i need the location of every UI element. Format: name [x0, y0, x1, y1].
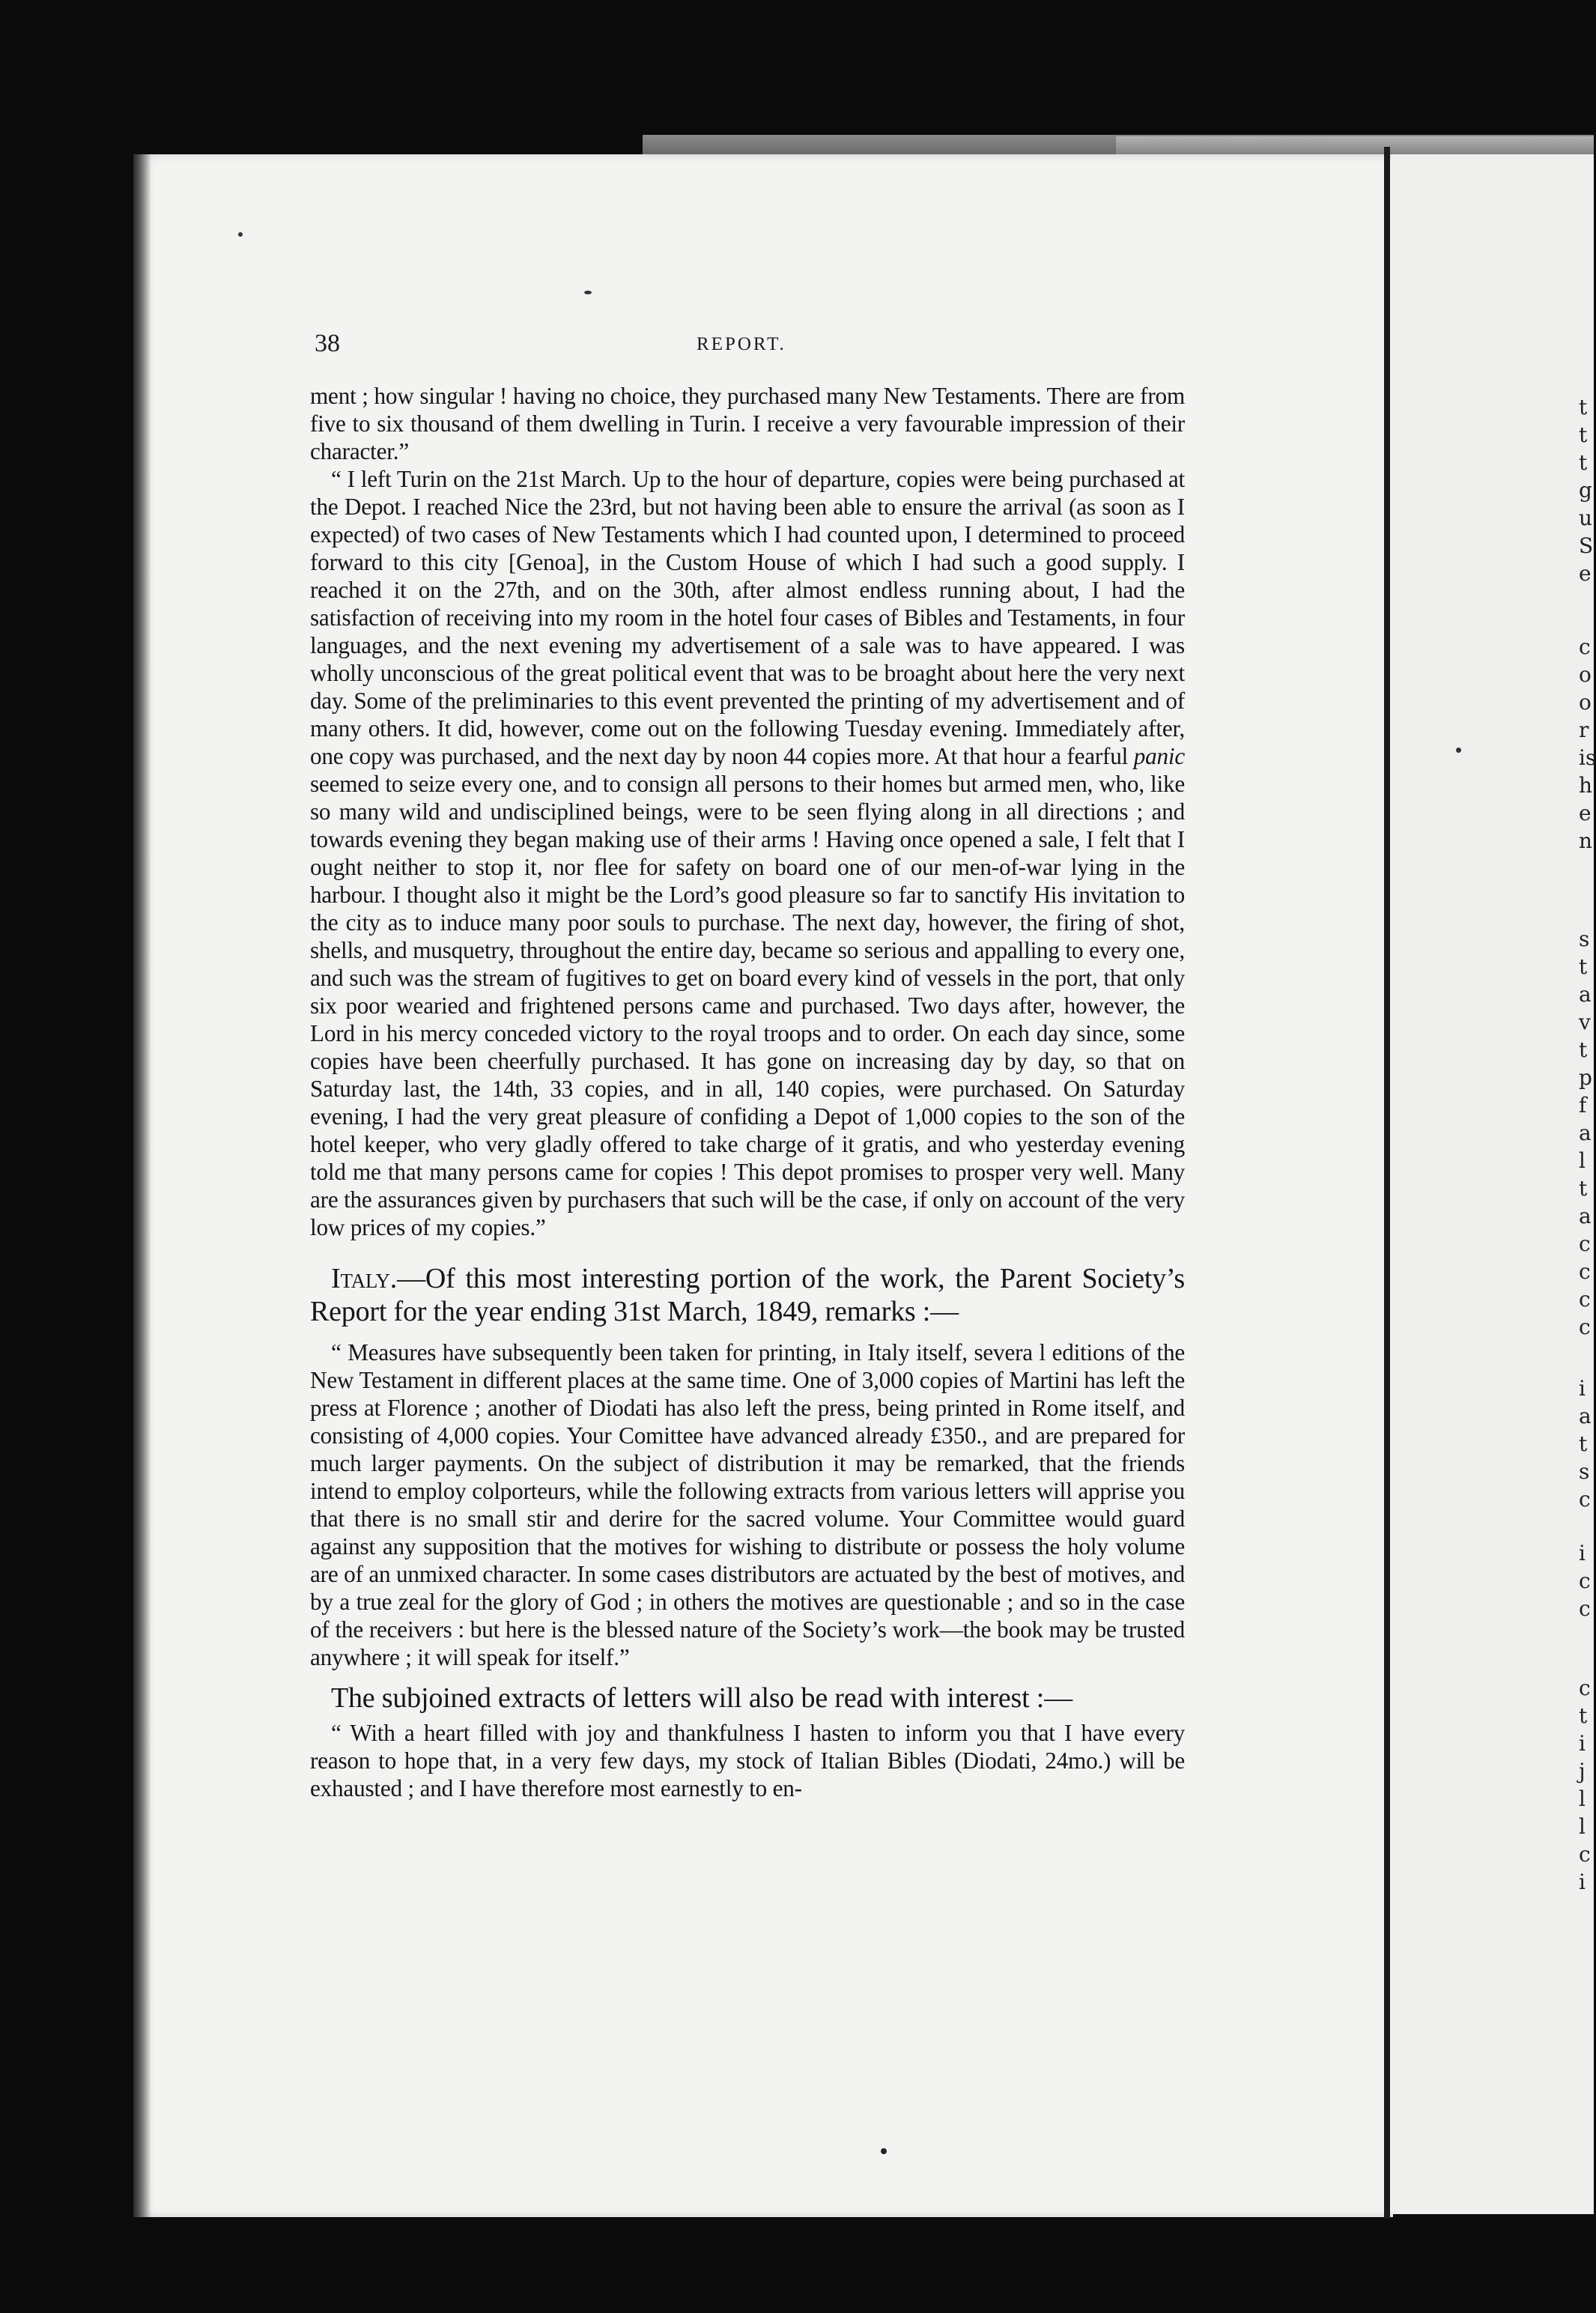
- section-heading-italy: [310, 1262, 1185, 1328]
- paragraph-letter-extract: “ With a heart filled with joy and thankfulness I hasten to inform you that I have every reason to hope that, in a very few days, my stock of Italian Bibles (Diodati, 24mo.) will be exhausted ; and I have therefore most earnestly to en-: [310, 1720, 1185, 1801]
- page-header: [315, 330, 1183, 363]
- paragraph-text: “ I left Turin on the 21st March. Up to the hour of departure, copies were being purchased at the Depot. I reached Nice the 23rd, but not having been able to ensure the arrival (as soon as I expected) of two cases of New Testaments which I had counted upon, I determined to proceed forward to this city [Genoa], in the Custom House of which I had such a good supply. I reached it on the 27th, and on the 30th, after almost endless running about, I had the satisfaction of receiving into my room in the hotel four cases of Bibles and Testaments, in four languages, and the next evening my advertisement of a sale was to have appeared. I was wholly unconscious of the great political event that was to be broaght about here the very next day. Some of the preliminaries to this event prevented the printing of my advertisement and of many others. It did, however, come out on the following Tuesday evening. Immediately after, one copy was purchased, and the next day by noon 44 copies more. At that hour a fearful: [310, 466, 1185, 769]
- right-page-letter-fragment: c: [1579, 1487, 1591, 1512]
- right-page-letter-fragment: h: [1579, 773, 1593, 798]
- right-page-letter-fragment: f: [1579, 1093, 1587, 1118]
- emphasis-text: panic: [1133, 743, 1185, 769]
- right-page-letter-fragment: c: [1579, 1596, 1591, 1621]
- right-page-letter-fragment: a: [1579, 982, 1592, 1007]
- right-page-letter-fragment: g: [1579, 478, 1592, 503]
- right-page-letter-fragment: c: [1579, 1287, 1591, 1312]
- right-page-letter-fragment: e: [1579, 561, 1592, 586]
- running-head: REPORT.: [697, 334, 786, 354]
- right-page-letter-fragment: t: [1579, 450, 1588, 475]
- right-page-letter-fragment: l: [1579, 1148, 1586, 1173]
- right-page-letter-fragment: e: [1579, 801, 1592, 825]
- paragraph-text: seemed to seize every one, and to consign all persons to their homes but armed men, who, like so many wild and undisciplined beings, were to be seen flying along in all directions ; and towards evening they began making use of their arms ! Having once opened a sale, I felt that I ought neither to stop it, nor flee for safety on board one of our men-of-war lying in the harbour. I thought also it might be the Lord’s good pleasure so far to sanctify His invitation to the city as to induce many poor souls to purchase. The next day, however, the firing of shot, shells, and musquetry, throughout the entire day, became so serious and appalling to every one, and such was the stream of fugitives to get on board every kind of vessels in the port, that only six poor wearied and frightened persons came and purchased. Two days after, however, the Lord in his mercy conceded victory to the royal troops and to order. On each day since, some copies have been cheerfully purchased. It has gone on increasing day by day, so that on Saturday last, the 14th, 33 copies, and in all, 140 copies, were purchased. On Saturday evening, I had the very great pleasure of confiding a Depot of 1,000 copies to the son of the hotel keeper, who very gladly offered to take charge of it gratis, and who yesterday evening told me that many persons came for copies ! This depot promises to prosper very well. Many are the assurances given by purchasers that such will be the case, if only on account of the very low prices of my copies.”: [310, 771, 1185, 1240]
- section-label: Italy.: [331, 1263, 398, 1294]
- right-page-letter-fragment: l: [1579, 1786, 1586, 1811]
- right-page-letter-fragment: S: [1579, 533, 1594, 558]
- right-page-letter-fragment: i: [1579, 1541, 1586, 1565]
- right-page-letter-fragment: i: [1579, 1870, 1586, 1894]
- right-page-letter-fragment: v: [1579, 1010, 1591, 1034]
- right-page-letter-fragment: c: [1579, 1568, 1591, 1593]
- right-page-letter-fragment: is: [1579, 745, 1596, 770]
- book-gutter: [1384, 147, 1390, 2219]
- right-page-letter-fragment: a: [1579, 1204, 1592, 1228]
- right-page-letter-fragment: i: [1579, 1376, 1586, 1401]
- right-page-letter-fragment: c: [1579, 1676, 1591, 1700]
- right-page-letter-fragment: l: [1579, 1814, 1586, 1839]
- right-page-letter-fragment: c: [1579, 1315, 1591, 1339]
- right-page-letter-fragment: c: [1579, 1259, 1591, 1284]
- right-page-letter-fragment: s: [1579, 1459, 1590, 1484]
- right-page-letter-fragment: n: [1579, 828, 1593, 853]
- right-page-letter-fragment: t: [1579, 1176, 1588, 1201]
- right-page-letter-fragment: s: [1579, 927, 1590, 951]
- dust-speck: [238, 232, 243, 237]
- right-page-letter-fragment: i: [1579, 1731, 1586, 1756]
- right-page-letter-fragment: a: [1579, 1121, 1592, 1145]
- right-page-letter-fragment: t: [1579, 1703, 1588, 1728]
- right-page-letter-fragment: u: [1579, 506, 1593, 530]
- back-page-edge-highlight: [1116, 136, 1594, 156]
- right-page-letter-fragment: t: [1579, 1037, 1588, 1062]
- right-page-letter-fragment: r: [1579, 718, 1589, 742]
- right-page-letter-fragment: o: [1579, 690, 1592, 715]
- footer-mark: [881, 2148, 887, 2154]
- page-body: [310, 382, 1185, 1802]
- right-page-letter-fragment: a: [1579, 1404, 1592, 1428]
- paragraph-measures: “ Measures have subsequently been taken for printing, in Italy itself, severa l editions of the New Testament in different places at the same time. One of 3,000 copies of Martini has left the press at Florence ; another of Diodati has also left the press, being printed in Rome itself, and consisting of 4,000 copies. Your Comittee have advanced already £350., and are prepared for much larger payments. On the subject of distribution it may be remarked, that the friends intend to employ colporteurs, while the following extracts from various letters will apprise you that there is no small stir and derire for the sacred volume. Your Committee would guard against any supposition that the motives for wishing to distribute or possess the holy volume are of an unmixed character. In some cases distributors are actuated by the best of motives, and by a true zeal for the glory of God ; in others the motives are questionable ; and so in the case of the receivers : but here is the blessed nature of the Society’s work—the book may be trusted anywhere ; it will speak for itself.”: [310, 1339, 1185, 1670]
- right-page-letter-fragment: t: [1579, 395, 1588, 419]
- right-page-letter-fragment: c: [1579, 634, 1591, 659]
- dust-speck: [1456, 748, 1461, 753]
- page-number: 38: [315, 330, 340, 357]
- right-page-letter-fragment: p: [1579, 1065, 1592, 1090]
- subheading-extracts: The subjoined extracts of letters will also be read with interest :—: [331, 1682, 1072, 1714]
- paragraph-turin-genoa-letter: [310, 465, 1185, 1241]
- right-page-partial: [1392, 154, 1594, 2214]
- dust-speck: [584, 291, 592, 294]
- paragraph-continuation: ment ; how singular ! having no choice, they purchased many New Testaments. There are from five to six thousand of them dwelling in Turin. I receive a very favourable impression of their character.”: [310, 383, 1185, 464]
- right-page-letter-fragment: j: [1579, 1759, 1586, 1783]
- right-page-letter-fragment: c: [1579, 1842, 1591, 1867]
- right-page-letter-fragment: o: [1579, 662, 1592, 687]
- right-page-letter-fragment: t: [1579, 954, 1588, 979]
- right-page-letter-fragment: t: [1579, 422, 1588, 447]
- right-page-letter-fragment: t: [1579, 1431, 1588, 1456]
- section-heading-text: —Of this most interesting portion of the work, the Parent Society’s Report for the year ending 31st March, 1849, remarks :—: [310, 1263, 1185, 1327]
- right-page-letter-fragment: c: [1579, 1231, 1591, 1256]
- page-edge-shadow: [133, 154, 151, 2217]
